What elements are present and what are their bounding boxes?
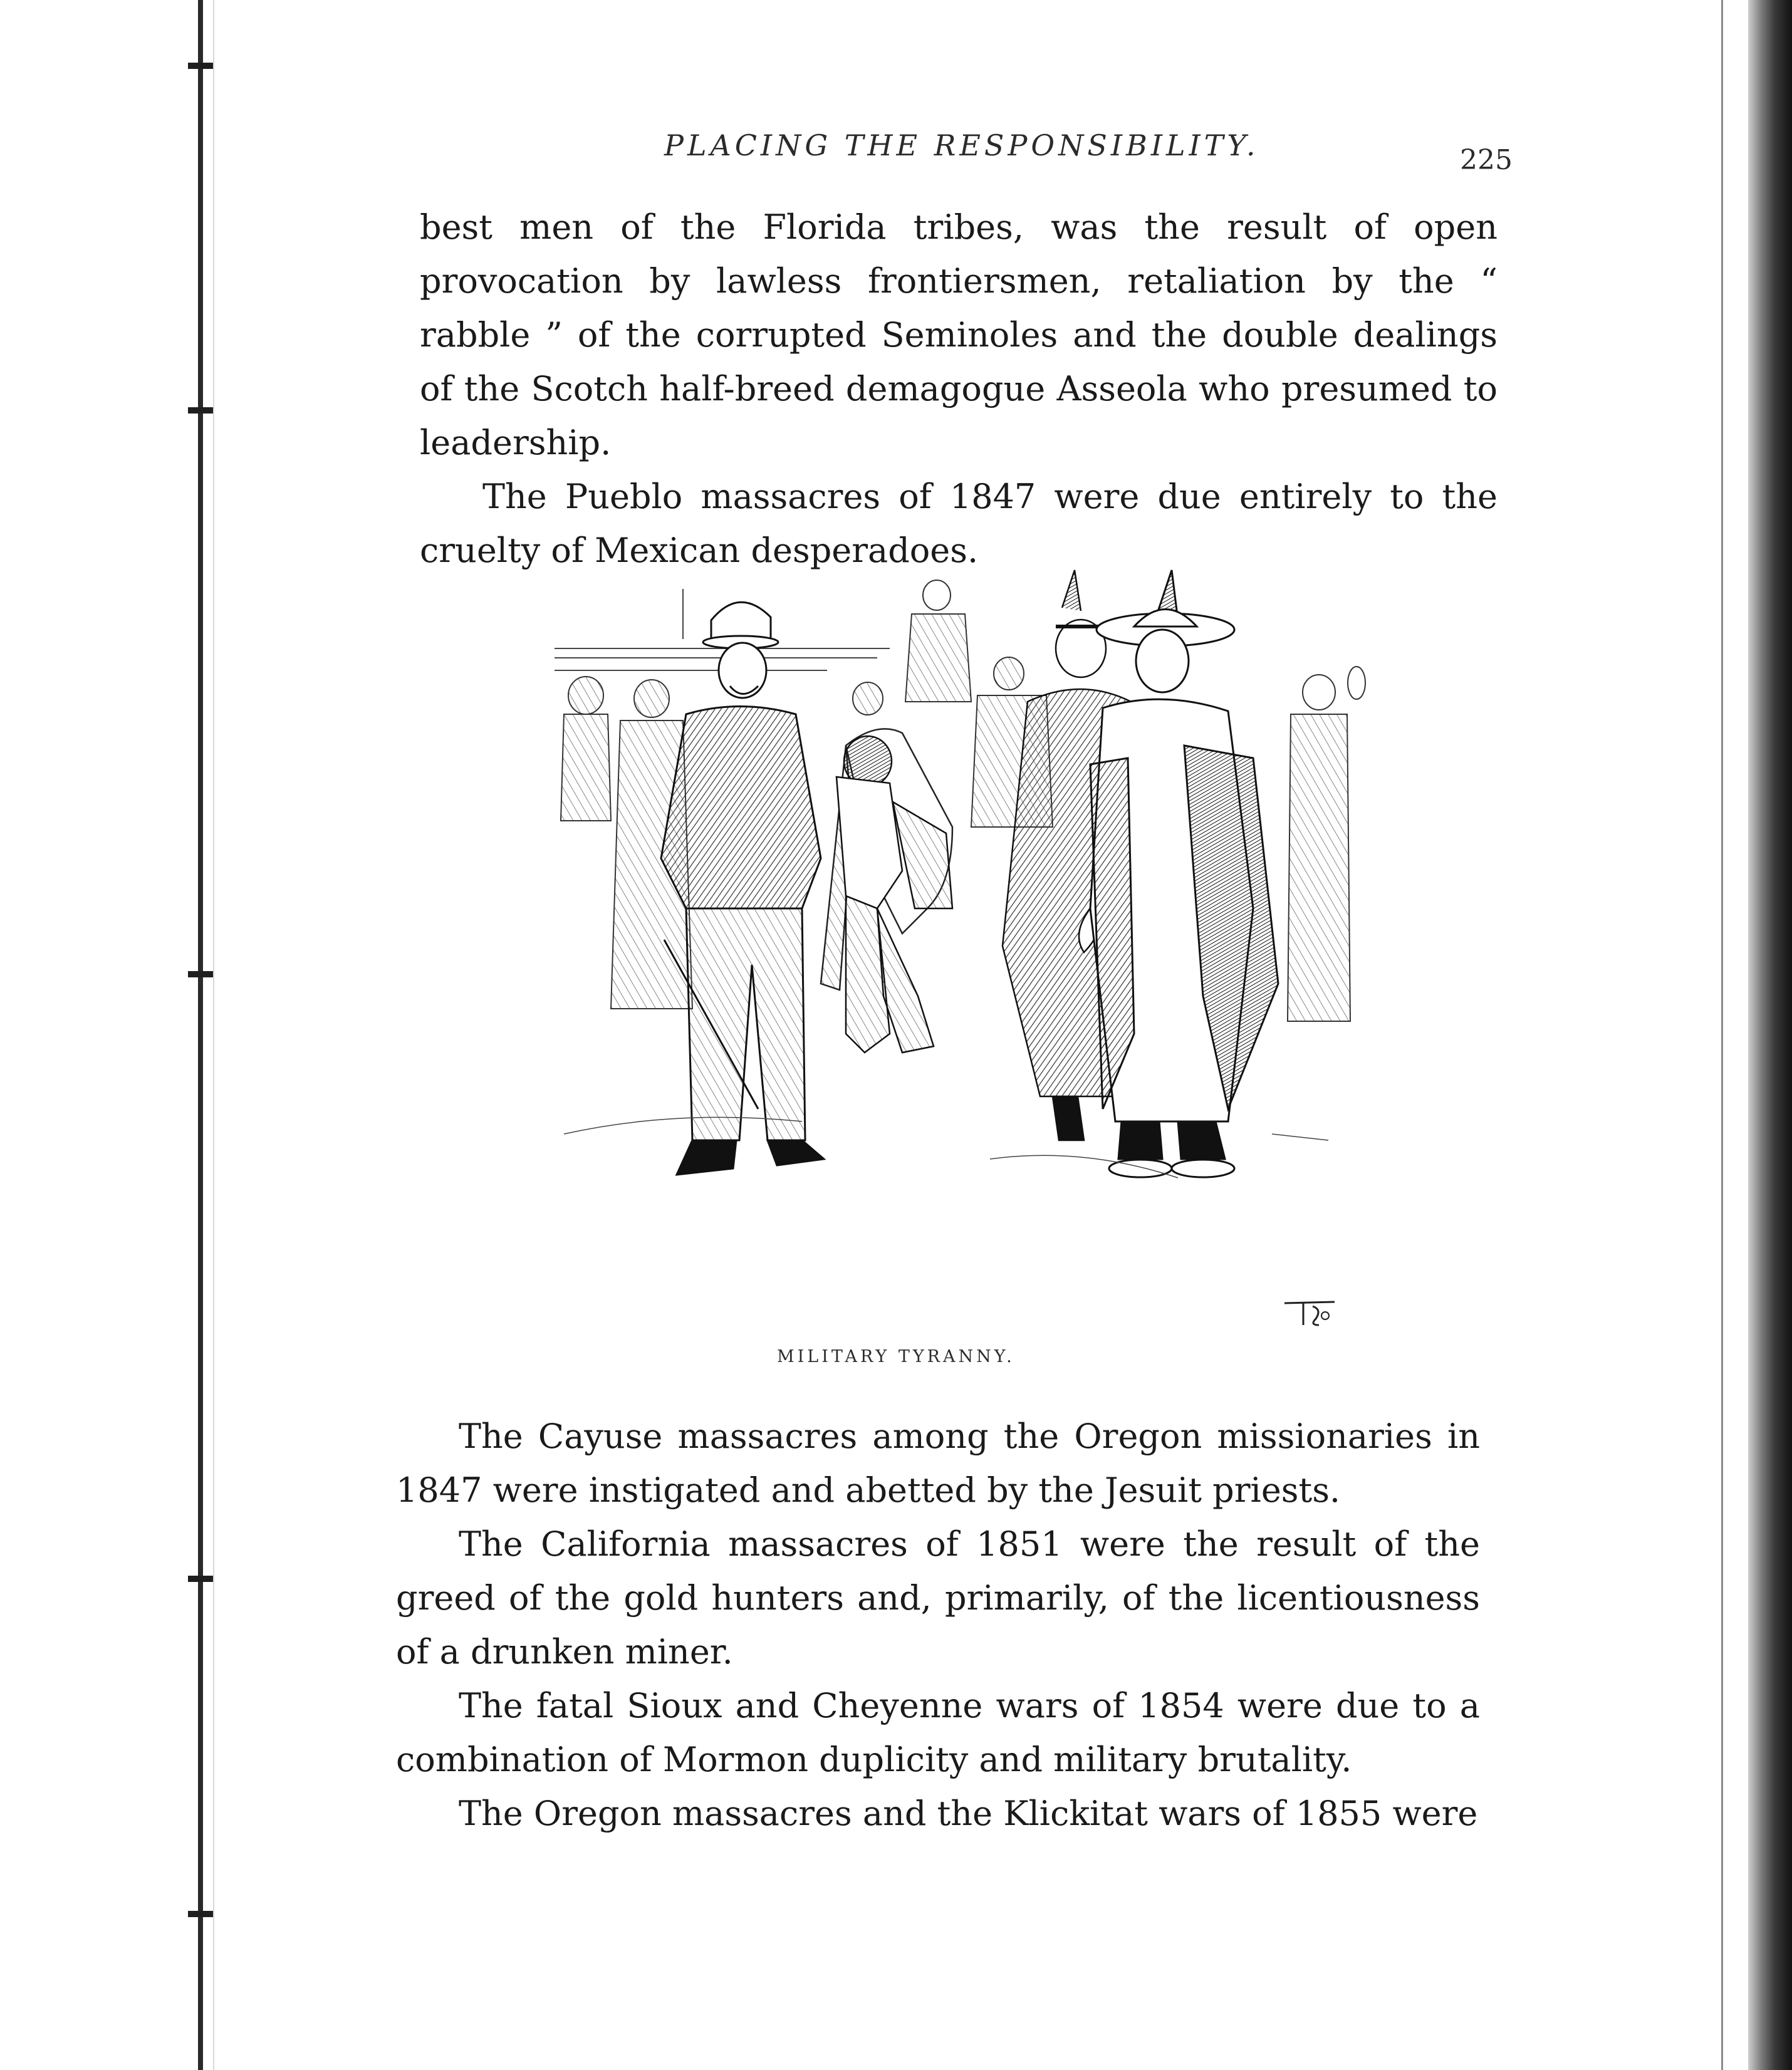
artist-signature bbox=[1278, 1291, 1341, 1328]
binding-stitch bbox=[188, 63, 213, 69]
top-text-block bbox=[420, 200, 1498, 578]
paragraph: The fatal Sioux and Cheyenne wars of 1854 were due to a combination of Mormon duplicity and military brutality. bbox=[396, 1686, 1480, 1779]
paragraph: best men of the Florida tribes, was the result of open provocation by lawless frontiersmen, retaliation by the “ rabble ” of the corrupted Seminoles and the double dealings of the Scotch half-breed demagogue Asseola who presumed to leadership. bbox=[420, 207, 1498, 462]
paragraph: The Pueblo massacres of 1847 were due entirely to the cruelty of Mexican desperadoes. bbox=[420, 477, 1498, 570]
warrior-figure bbox=[1090, 570, 1278, 1177]
bottom-text-block bbox=[396, 1410, 1480, 1841]
binding-gutter bbox=[0, 0, 207, 2070]
binding-stitch bbox=[188, 407, 213, 413]
binding-stitch bbox=[188, 1911, 213, 1917]
binding-stitch bbox=[188, 971, 213, 977]
book-edge bbox=[1748, 0, 1792, 2070]
officer-figure bbox=[661, 602, 824, 1175]
paragraph: The Cayuse massacres among the Oregon missionaries in 1847 were instigated and abetted by the Jesuit priests. bbox=[396, 1417, 1480, 1510]
illustration-drawing bbox=[551, 558, 1366, 1341]
figure-caption: MILITARY TYRANNY. bbox=[777, 1347, 1015, 1366]
page-number: 225 bbox=[1460, 144, 1513, 176]
binding-stitch bbox=[188, 1576, 213, 1582]
spine-line bbox=[198, 0, 203, 2070]
page-edge-line bbox=[1721, 0, 1723, 2070]
illustration bbox=[551, 558, 1366, 1341]
paragraph: The Oregon massacres and the Klickitat wars of 1855 were bbox=[459, 1794, 1478, 1833]
running-head: PLACING THE RESPONSIBILITY. bbox=[664, 128, 1259, 162]
paragraph: The California massacres of 1851 were the result of the greed of the gold hunters and, primarily, of the licentiousness of a drunken miner. bbox=[396, 1524, 1480, 1672]
